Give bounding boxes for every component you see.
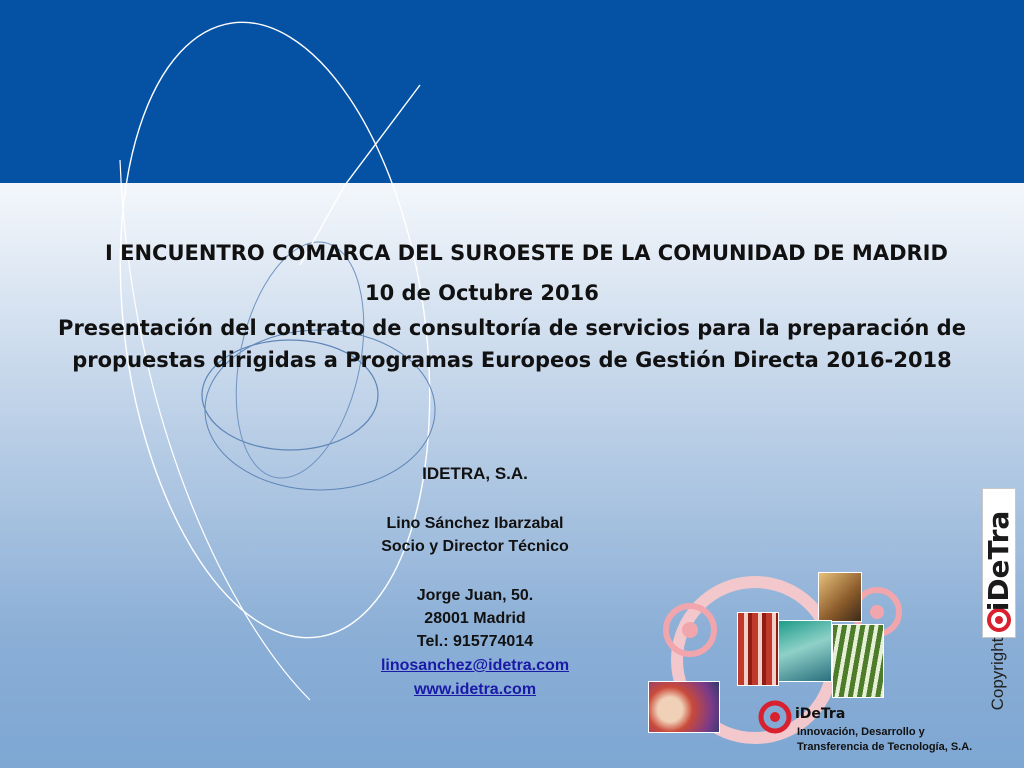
- photo-face: [648, 681, 720, 733]
- brand-tagline-line-2: Transferencia de Tecnología, S.A.: [797, 741, 973, 753]
- address-line-1: Jorge Juan, 50.: [416, 587, 534, 604]
- contact-person: Lino Sánchez Ibarzabal: [386, 515, 564, 532]
- email-link[interactable]: linosanchez@idetra.com: [380, 657, 570, 674]
- photo-scientist: [818, 572, 862, 622]
- contact-role: Socio y Director Técnico: [381, 538, 569, 555]
- title-line-3: Presentación del contrato de consultoría de servicios para la preparación de: [58, 316, 966, 340]
- title-date: 10 de Octubre 2016: [365, 281, 599, 305]
- website-link[interactable]: www.idetra.com: [413, 681, 537, 698]
- vertical-logo-text: iDeTra: [982, 510, 1015, 612]
- copyright-label: Copyright: [988, 637, 1007, 711]
- company-name: IDETRA, S.A.: [422, 464, 528, 483]
- photo-lab-blue: [778, 620, 832, 682]
- brand-tagline-line-1: Innovación, Desarrollo y: [797, 726, 925, 738]
- phone-number: Tel.: 915774014: [416, 633, 534, 650]
- brand-logo-icon: [758, 700, 792, 734]
- photo-crop-field: [832, 624, 884, 698]
- address-line-2: 28001 Madrid: [424, 610, 526, 627]
- vertical-logo: [982, 488, 1016, 638]
- title-line-1: I ENCUENTRO COMARCA DEL SUROESTE DE LA COMUNIDAD DE MADRID: [105, 241, 948, 265]
- photo-test-tubes: [737, 612, 779, 686]
- title-line-4: propuestas dirigidas a Programas Europeos de Gestión Directa 2016-2018: [72, 348, 952, 372]
- brand-name: iDeTra: [795, 706, 846, 722]
